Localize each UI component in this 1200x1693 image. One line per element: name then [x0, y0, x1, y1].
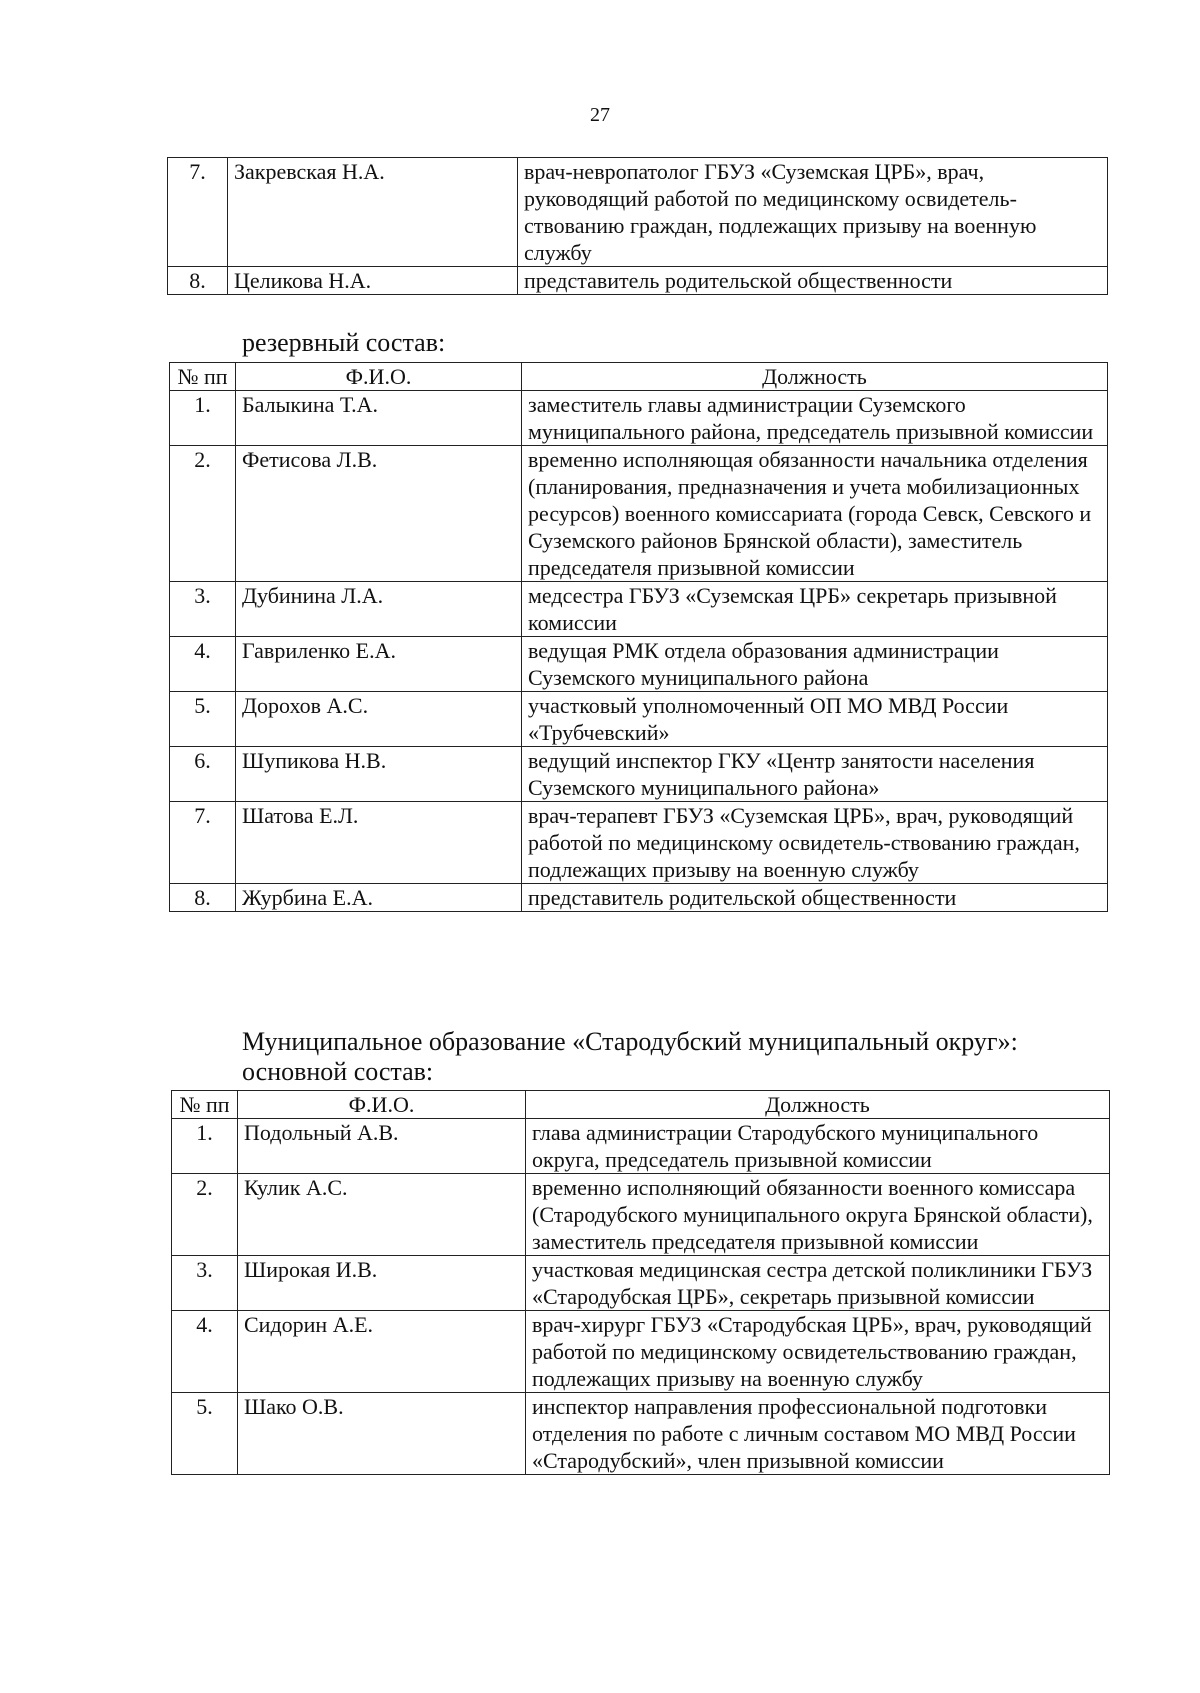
header-name: Ф.И.О. [236, 363, 522, 391]
member-name: Сидорин А.Е. [238, 1311, 526, 1393]
member-name: Подольный А.В. [238, 1119, 526, 1174]
row-number: 7. [170, 802, 236, 884]
row-number: 5. [170, 692, 236, 747]
table-row [172, 1393, 1110, 1475]
member-position: представитель родительской общественности [522, 884, 1108, 912]
reserve-members-heading: резервный состав: [242, 328, 446, 357]
row-number: 3. [172, 1256, 238, 1311]
row-number: 1. [172, 1119, 238, 1174]
table-row [170, 582, 1108, 637]
table-row [172, 1256, 1110, 1311]
member-position: заместитель главы администрации Суземского муниципального района, председатель призывной комиссии [522, 391, 1108, 446]
municipality-heading: Муниципальное образование «Стародубский муниципальный округ»: [242, 1027, 1018, 1056]
member-position: временно исполняющий обязанности военного комиссара (Стародубского муниципального округа Брянской области), заместитель председателя призывной комиссии [526, 1174, 1110, 1256]
member-name: Широкая И.В. [238, 1256, 526, 1311]
row-number: 5. [172, 1393, 238, 1475]
row-number: 3. [170, 582, 236, 637]
table-row [170, 637, 1108, 692]
table-header-row [170, 363, 1108, 391]
table-row [168, 267, 1108, 295]
table-row [170, 391, 1108, 446]
member-name: Дорохов А.С. [236, 692, 522, 747]
row-number: 2. [170, 446, 236, 582]
table-header-row [172, 1091, 1110, 1119]
member-name: Гавриленко Е.А. [236, 637, 522, 692]
row-number: 4. [172, 1311, 238, 1393]
member-position: участковый уполномоченный ОП МО МВД России «Трубчевский» [522, 692, 1108, 747]
member-name: Закревская Н.А. [228, 158, 518, 267]
row-number: 8. [168, 267, 228, 295]
member-position: глава администрации Стародубского муниципального округа, председатель призывной комиссии [526, 1119, 1110, 1174]
table-row [170, 692, 1108, 747]
member-position: участковая медицинская сестра детской поликлиники ГБУЗ «Стародубская ЦРБ», секретарь призывной комиссии [526, 1256, 1110, 1311]
row-number: 4. [170, 637, 236, 692]
table-row [170, 747, 1108, 802]
starodub-main-members-table [171, 1090, 1110, 1475]
member-position: ведущая РМК отдела образования администрации Суземского муниципального района [522, 637, 1108, 692]
main-members-table-continued [167, 157, 1108, 295]
header-number: № пп [172, 1091, 238, 1119]
table-row [170, 802, 1108, 884]
header-position: Должность [522, 363, 1108, 391]
member-position: ведущий инспектор ГКУ «Центр занятости населения Суземского муниципального района» [522, 747, 1108, 802]
reserve-members-table [169, 362, 1108, 912]
header-number: № пп [170, 363, 236, 391]
table-row [172, 1311, 1110, 1393]
member-position: представитель родительской общественности [518, 267, 1108, 295]
header-position: Должность [526, 1091, 1110, 1119]
row-number: 8. [170, 884, 236, 912]
table-row [172, 1119, 1110, 1174]
member-name: Шако О.В. [238, 1393, 526, 1475]
member-position: врач-терапевт ГБУЗ «Суземская ЦРБ», врач, руководящий работой по медицинскому освидетель-ствованию граждан, подлежащих призыву на военную службу [522, 802, 1108, 884]
row-number: 6. [170, 747, 236, 802]
member-position: временно исполняющая обязанности начальника отделения (планирования, предназначения и учета мобилизационных ресурсов) военного комиссариата (города Севск, Севского и Суземского районов Брянской области), заместитель председателя призывной комиссии [522, 446, 1108, 582]
member-name: Шатова Е.Л. [236, 802, 522, 884]
table-row [172, 1174, 1110, 1256]
header-name: Ф.И.О. [238, 1091, 526, 1119]
row-number: 1. [170, 391, 236, 446]
row-number: 2. [172, 1174, 238, 1256]
member-name: Кулик А.С. [238, 1174, 526, 1256]
page-number: 27 [590, 104, 610, 126]
member-position: инспектор направления профессиональной подготовки отделения по работе с личным составом МО МВД России «Стародубский», член призывной комиссии [526, 1393, 1110, 1475]
member-name: Целикова Н.А. [228, 267, 518, 295]
member-name: Дубинина Л.А. [236, 582, 522, 637]
member-name: Журбина Е.А. [236, 884, 522, 912]
main-members-heading: основной состав: [242, 1057, 434, 1086]
member-name: Фетисова Л.В. [236, 446, 522, 582]
table-row [168, 158, 1108, 267]
member-name: Шупикова Н.В. [236, 747, 522, 802]
member-name: Балыкина Т.А. [236, 391, 522, 446]
member-position: врач-невропатолог ГБУЗ «Суземская ЦРБ», врач, руководящий работой по медицинскому освидетель-ствованию граждан, подлежащих призыву на военную службу [518, 158, 1108, 267]
member-position: медсестра ГБУЗ «Суземская ЦРБ» секретарь призывной комиссии [522, 582, 1108, 637]
member-position: врач-хирург ГБУЗ «Стародубская ЦРБ», врач, руководящий работой по медицинскому освидетельствованию граждан, подлежащих призыву на военную службу [526, 1311, 1110, 1393]
table-row [170, 446, 1108, 582]
table-row [170, 884, 1108, 912]
row-number: 7. [168, 158, 228, 267]
